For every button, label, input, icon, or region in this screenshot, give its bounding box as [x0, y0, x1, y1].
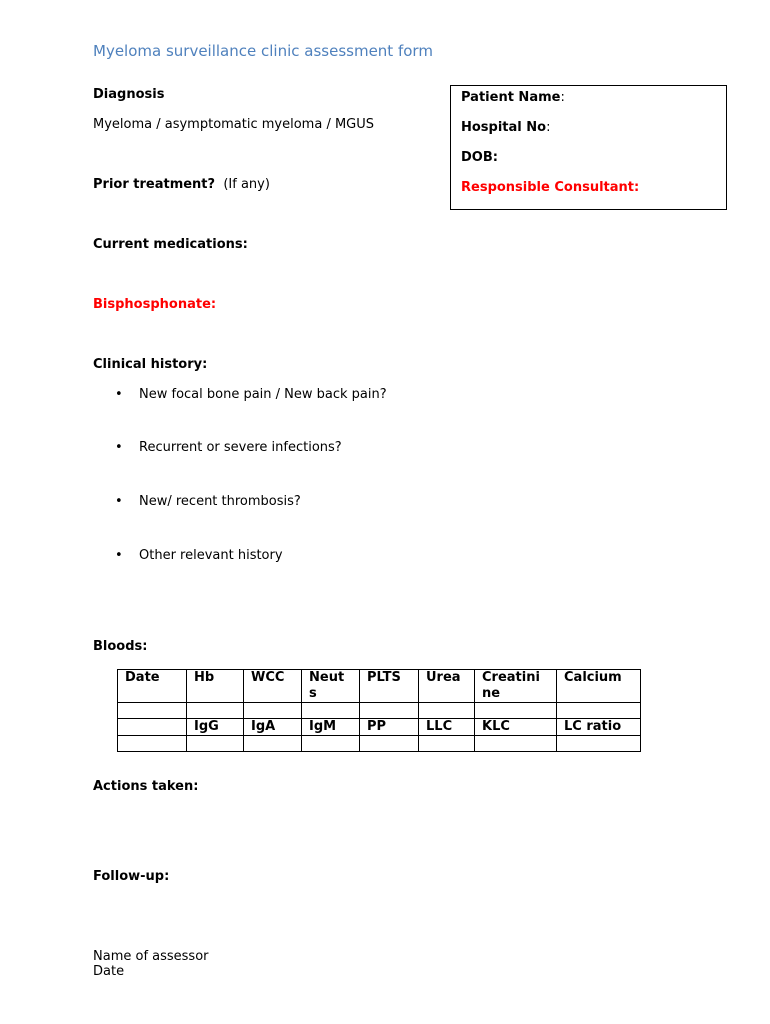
table-cell[interactable]	[360, 736, 419, 752]
prior-treatment-label: Prior treatment?	[93, 177, 216, 192]
patient-details-box	[450, 85, 727, 210]
table-cell: Creatini ne	[475, 670, 557, 703]
assessor-name-label: Name of assessor	[93, 949, 209, 964]
table-cell[interactable]	[118, 736, 187, 752]
list-item-text: Other relevant history	[139, 548, 283, 563]
list-item-text: New focal bone pain / New back pain?	[139, 387, 387, 402]
table-cell[interactable]	[244, 736, 302, 752]
diagnosis-value: Myeloma / asymptomatic myeloma / MGUS	[93, 117, 375, 132]
patient-name-colon: :	[560, 90, 565, 105]
table-cell[interactable]	[557, 703, 641, 719]
table-cell[interactable]	[360, 703, 419, 719]
hospital-no-label: Hospital No	[461, 120, 547, 135]
prior-treatment	[93, 177, 270, 192]
current-medications-label: Current medications:	[93, 237, 248, 252]
dob-label: DOB:	[461, 150, 498, 165]
list-item	[115, 548, 283, 563]
table-cell[interactable]	[419, 736, 475, 752]
bloods-label: Bloods:	[93, 639, 148, 654]
table-cell[interactable]	[187, 736, 244, 752]
bullet-icon: •	[115, 494, 123, 509]
assessment-date-label: Date	[93, 964, 125, 979]
table-cell[interactable]	[302, 703, 360, 719]
list-item-text: Recurrent or severe infections?	[139, 440, 342, 455]
table-cell: PLTS	[360, 670, 419, 703]
list-item	[115, 440, 342, 455]
bisphosphonate-label: Bisphosphonate:	[93, 297, 217, 312]
table-cell[interactable]	[475, 736, 557, 752]
bullet-icon: •	[115, 440, 123, 455]
table-row	[118, 703, 641, 719]
table-cell: LLC	[419, 719, 475, 736]
table-cell[interactable]	[557, 736, 641, 752]
table-cell[interactable]	[302, 736, 360, 752]
responsible-consultant-label: Responsible Consultant:	[461, 180, 640, 195]
list-item	[115, 387, 387, 402]
clinical-history-label: Clinical history:	[93, 357, 208, 372]
table-cell: Date	[118, 670, 187, 703]
list-item	[115, 494, 301, 509]
table-cell: LC ratio	[557, 719, 641, 736]
table-cell: WCC	[244, 670, 302, 703]
table-cell: IgG	[187, 719, 244, 736]
table-cell: IgM	[302, 719, 360, 736]
table-cell[interactable]	[187, 703, 244, 719]
follow-up-label: Follow-up:	[93, 869, 170, 884]
table-cell: KLC	[475, 719, 557, 736]
table-cell: Neut s	[302, 670, 360, 703]
table-row	[118, 736, 641, 752]
hospital-no-colon: :	[546, 120, 551, 135]
table-cell[interactable]	[118, 703, 187, 719]
patient-name-row	[461, 90, 565, 105]
table-row	[118, 719, 641, 736]
bloods-table	[117, 669, 641, 752]
bullet-icon: •	[115, 548, 123, 563]
table-cell: Calcium	[557, 670, 641, 703]
list-item-text: New/ recent thrombosis?	[139, 494, 301, 509]
table-cell: IgA	[244, 719, 302, 736]
actions-taken-label: Actions taken:	[93, 779, 199, 794]
hospital-no-row	[461, 120, 550, 135]
table-cell: PP	[360, 719, 419, 736]
table-cell	[118, 719, 187, 736]
table-row	[118, 670, 641, 703]
bullet-icon: •	[115, 387, 123, 402]
table-cell: Hb	[187, 670, 244, 703]
form-title: Myeloma surveillance clinic assessment form	[93, 42, 433, 60]
table-cell[interactable]	[475, 703, 557, 719]
table-cell[interactable]	[244, 703, 302, 719]
prior-treatment-note: (If any)	[223, 177, 270, 192]
patient-name-label: Patient Name	[461, 90, 561, 105]
table-cell[interactable]	[419, 703, 475, 719]
table-cell: Urea	[419, 670, 475, 703]
diagnosis-label: Diagnosis	[93, 87, 165, 102]
